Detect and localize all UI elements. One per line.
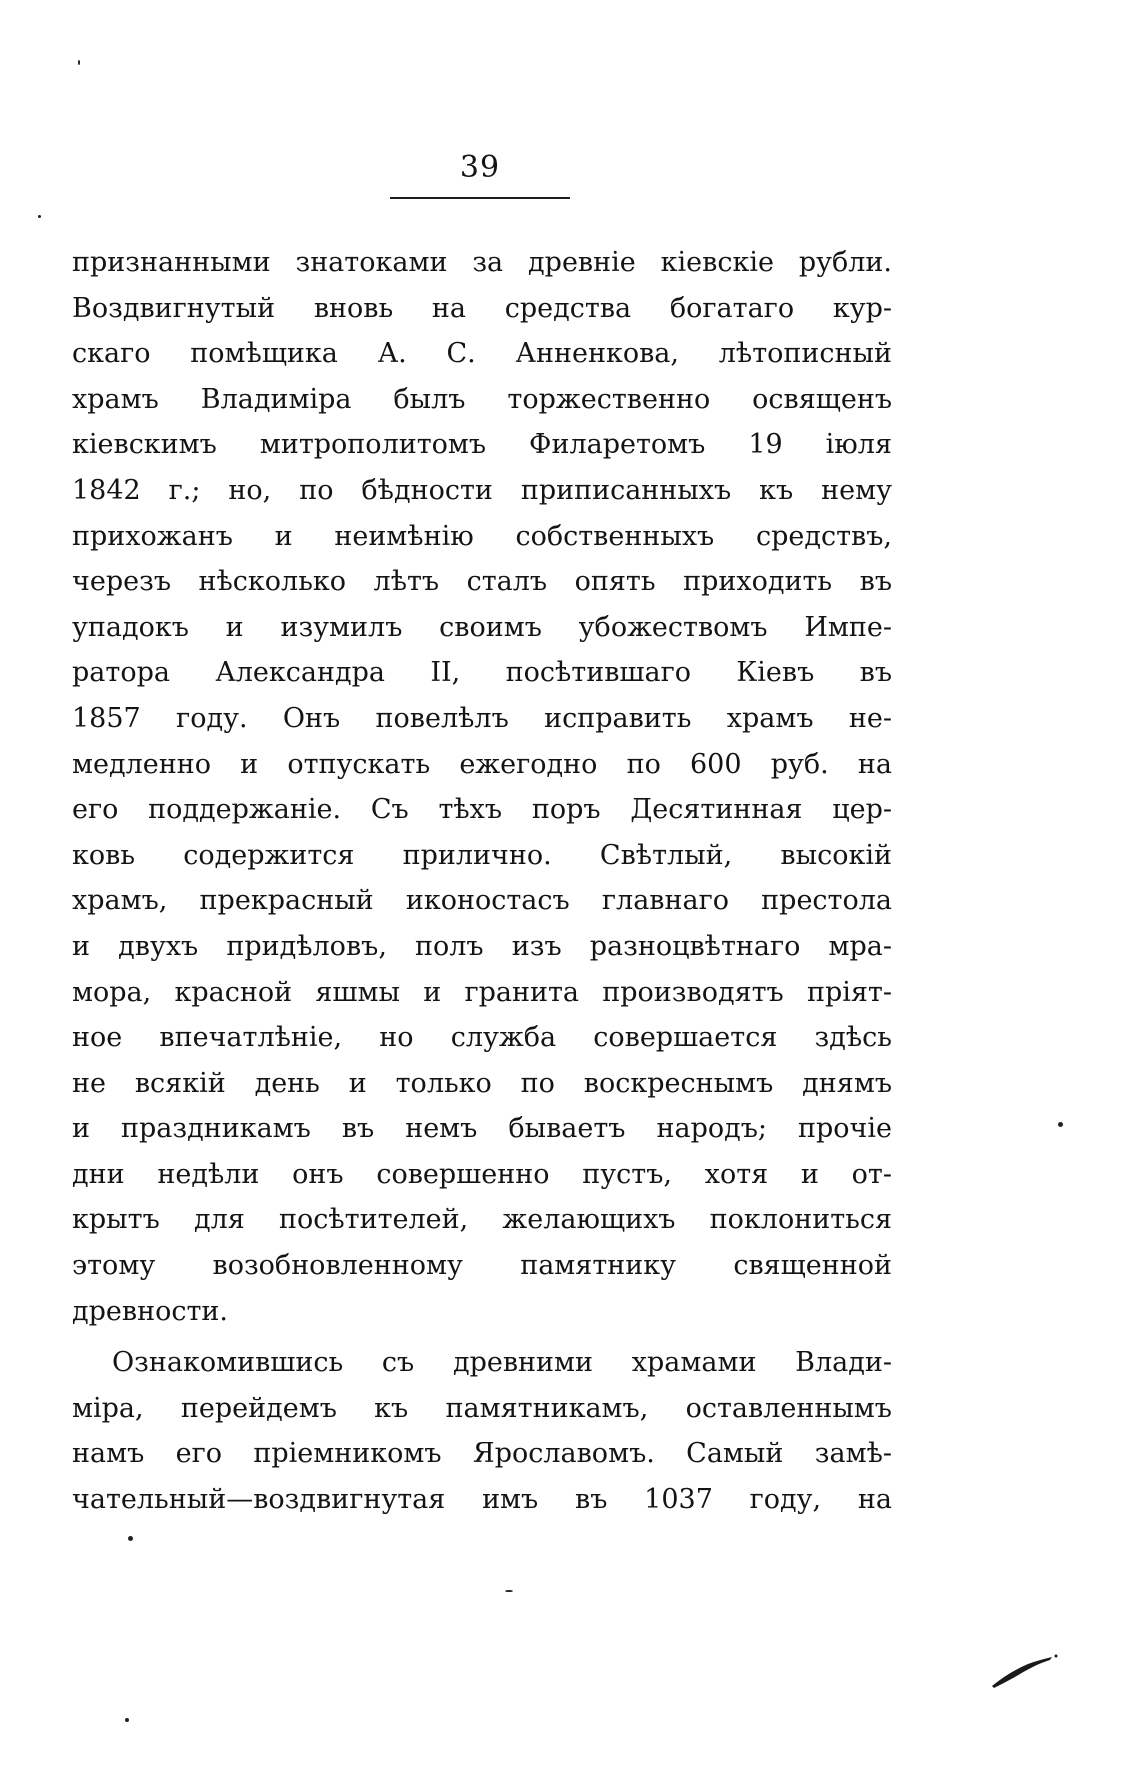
text-line: мора, красной яшмы и гранита производятъ пріят- [72, 976, 892, 1008]
text-line: ное впечатлѣніе, но служба совершается здѣсь [72, 1022, 892, 1054]
text-line: намъ его пріемникомъ Ярославомъ. Самый замѣ- [72, 1438, 892, 1470]
text-line: ратора Александра II, посѣтившаго Кіевъ въ [72, 657, 892, 689]
text-line: прихожанъ и неимѣнію собственныхъ средствъ, [72, 520, 892, 552]
text-line: дни недѣли онъ совершенно пустъ, хотя и от- [72, 1158, 892, 1190]
text-line: древности. [72, 1295, 228, 1327]
text-line: міра, перейдемъ къ памятникамъ, оставленнымъ [72, 1392, 892, 1424]
text-line: 1842 г.; но, по бѣдности приписанныхъ къ нему [72, 474, 892, 506]
text-line: упадокъ и изумилъ своимъ убожествомъ Импе- [72, 611, 892, 643]
print-speck [38, 215, 41, 218]
print-speck [78, 60, 80, 65]
print-speck [505, 1590, 513, 1592]
text-line: медленно и отпускать ежегодно по 600 руб. на [72, 748, 892, 780]
text-line: ковь содержится прилично. Свѣтлый, высокій [72, 839, 892, 871]
text-line: крытъ для посѣтителей, желающихъ поклониться [72, 1204, 892, 1236]
print-speck [125, 1718, 129, 1722]
text-line: его поддержаніе. Съ тѣхъ поръ Десятинная цер- [72, 794, 892, 826]
text-line: чательный—воздвигнутая имъ въ 1037 году, на [72, 1484, 892, 1516]
text-line: храмъ Владиміра былъ торжественно освященъ [72, 383, 892, 415]
page-number: 39 [459, 150, 501, 185]
text-line: черезъ нѣсколько лѣтъ сталъ опять приходить въ [72, 566, 892, 598]
text-line: 1857 году. Онъ повелѣлъ исправить храмъ не- [72, 702, 892, 734]
print-speck [128, 1536, 133, 1541]
text-line: и двухъ придѣловъ, полъ изъ разноцвѣтнаго мра- [72, 930, 892, 962]
print-speck [1058, 1122, 1063, 1127]
text-line: кіевскимъ митрополитомъ Филаретомъ 19 іюля [72, 429, 892, 461]
text-line: Ознакомившись съ древними храмами Влади- [112, 1347, 892, 1379]
text-line: признанными знатоками за древніе кіевскіе рубли. [72, 247, 892, 278]
body-text [72, 240, 892, 1523]
text-line: не всякій день и только по воскреснымъ днямъ [72, 1067, 892, 1099]
text-line: и праздникамъ въ немъ бываетъ народъ; прочіе [72, 1113, 892, 1145]
text-line: храмъ, прекрасный иконостасъ главнаго престола [72, 885, 892, 917]
ink-smudge [990, 1650, 1060, 1690]
text-line: Воздвигнутый вновь на средства богатаго кур- [72, 292, 892, 324]
header-rule [390, 197, 570, 199]
text-line: этому возобновленному памятнику священной [72, 1250, 892, 1282]
text-line: скаго помѣщика А. С. Анненкова, лѣтописный [72, 338, 892, 370]
